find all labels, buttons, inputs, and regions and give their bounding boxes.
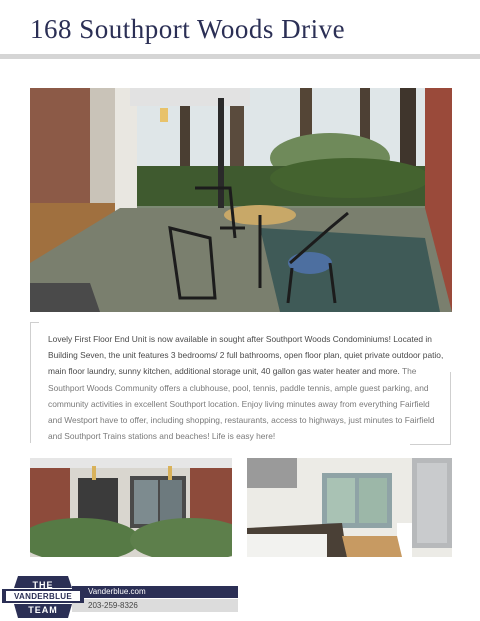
header-divider — [0, 54, 480, 59]
description-highlights: Lovely First Floor End Unit is now available in sought after Southport Woods Condominiums! Located in Building Seven, the unit features 3 bedrooms/ 2 full bathrooms, open floor plan, quiet private outdoor patio, main floor laundry, sunny kitchen, additional storage unit, 40 gallon gas water heater and more. — [48, 334, 444, 377]
phone-number: 203-259-8326 — [88, 601, 138, 610]
logo-word-the: THE — [32, 580, 54, 590]
hero-patio-photo — [30, 88, 452, 312]
logo-word-team: TEAM — [28, 605, 58, 615]
description-frame-top-left — [30, 322, 39, 443]
exterior-patio-photo — [30, 458, 232, 557]
listing-description — [48, 331, 444, 444]
logo-word-vanderblue: VANDERBLUE — [14, 592, 72, 601]
vanderblue-team-logo — [0, 574, 86, 620]
kitchen-photo — [247, 458, 452, 557]
website-link[interactable]: Vanderblue.com — [88, 587, 146, 596]
listing-title: 168 Southport Woods Drive — [30, 14, 346, 44]
description-community: The Southport Woods Community offers a clubhouse, pool, tennis, paddle tennis, ample guest parking, and community activities in excellent Southport location. Enjoy living minutes away from everything Fairfield and Westport have to offer, including shopping, restaurants, access to highways, just minutes to Fairfield and Southport Trains stations and beaches! Life is easy here! — [48, 366, 435, 442]
